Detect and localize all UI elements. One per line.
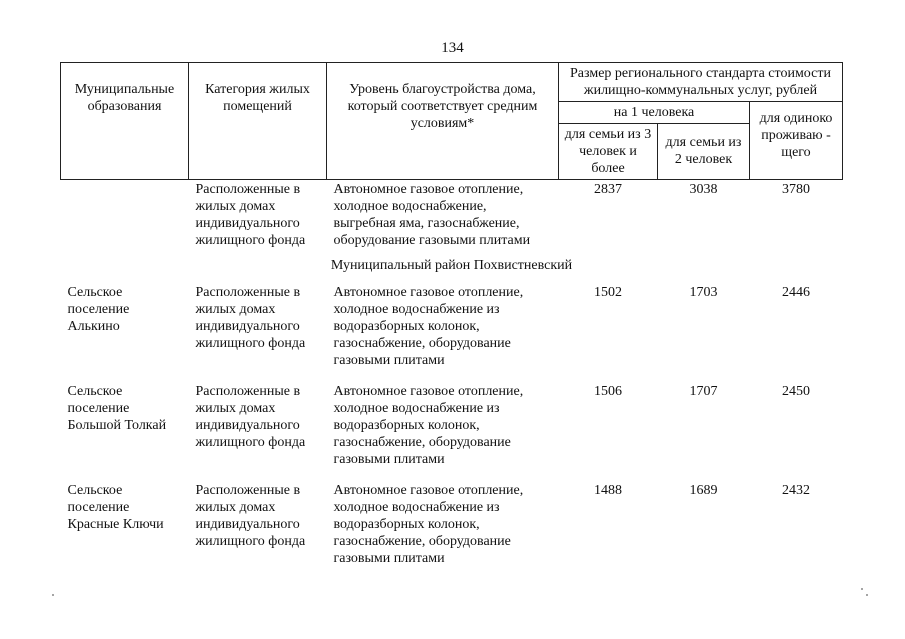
header-family3: для семьи из 3 человек и более [559,124,658,180]
page-number: 134 [441,40,464,56]
header-municipality: Муниципальные образования [61,63,189,180]
tariff-table [60,62,843,573]
cell-single: 2432 [782,483,810,498]
cell-family3: 1506 [594,384,622,399]
cell-level: Автономное газовое отопление, холодное водоснабжение из водоразборных колонок, газоснабжение, оборудование газовыми плитами [333,285,524,368]
scan-speck [52,594,54,596]
header-family2: для семьи из 2 человек [658,124,750,180]
cell-level: Автономное газовое отопление, холодное водоснабжение из водоразборных колонок, газоснабжение, оборудование газовыми плитами [333,483,524,566]
header-category: Категория жилых помещений [189,63,327,180]
cell-level: Автономное газовое отопление, холодное водоснабжение, выгребная яма, газоснабжение, оборудование газовыми плитами [333,182,531,248]
cell-municipality [61,180,189,256]
cell-family3: 2837 [594,182,622,197]
scan-speck [861,588,863,590]
cell-family2: 1689 [689,483,718,498]
section-title: Муниципальный район Похвистневский [330,258,573,273]
table-row [61,375,843,474]
cell-family3: 1502 [594,285,622,300]
header-level: Уровень благоустройства дома, который соответствует средним условиям* [327,63,559,180]
cell-category: Расположенные в жилых домах индивидуального жилищного фонда [195,483,306,549]
cell-category: Расположенные в жилых домах индивидуального жилищного фонда [195,182,306,248]
cell-municipality: Сельское поселение Алькино [67,285,130,334]
cell-single: 2446 [782,285,810,300]
table-row [61,474,843,573]
header-standard: Размер регионального стандарта стоимости жилищно-коммунальных услуг, рублей [559,63,843,102]
cell-family2: 1707 [689,384,718,399]
table-row [61,276,843,375]
cell-category: Расположенные в жилых домах индивидуального жилищного фонда [195,285,306,351]
cell-municipality: Сельское поселение Красные Ключи [67,483,164,532]
header-per-person: на 1 человека [559,102,750,124]
cell-municipality: Сельское поселение Большой Толкай [67,384,167,433]
table-row [61,180,843,256]
header-single: для одиноко проживаю - щего [750,102,843,180]
cell-family2: 1703 [689,285,718,300]
cell-level: Автономное газовое отопление, холодное водоснабжение из водоразборных колонок, газоснабжение, оборудование газовыми плитами [333,384,524,467]
scan-speck [866,594,868,596]
cell-category: Расположенные в жилых домах индивидуального жилищного фонда [195,384,306,450]
cell-single: 3780 [782,182,810,197]
cell-family2: 3038 [689,182,718,197]
cell-family3: 1488 [594,483,622,498]
cell-single: 2450 [782,384,810,399]
